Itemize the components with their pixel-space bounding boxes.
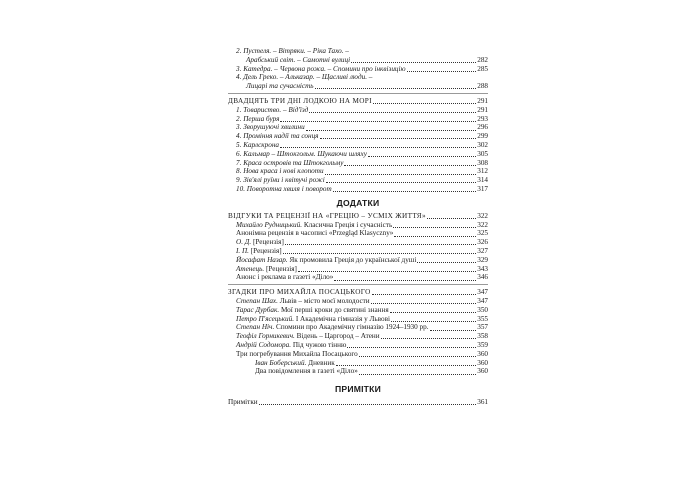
page-number: 322	[477, 220, 488, 229]
toc-entry-author: Степан Шах.	[236, 296, 278, 305]
page-number: 327	[477, 246, 488, 255]
dot-leader	[309, 112, 476, 113]
toc-entry-title: 6. Кальмар – Штокгольм. Шукаючи шляху	[236, 149, 367, 158]
dot-leader	[344, 165, 476, 166]
toc-entry-title	[236, 315, 390, 324]
toc-entry-title: Лицарі та сучасність	[246, 82, 314, 91]
dot-leader	[298, 271, 476, 272]
toc-entry	[228, 238, 488, 247]
toc-entry	[228, 350, 488, 359]
toc-entry	[228, 265, 488, 274]
dot-leader	[373, 103, 476, 104]
dot-leader	[334, 280, 476, 281]
toc-entry	[228, 247, 488, 256]
toc-entry-author: Петро П'ясецький.	[236, 314, 295, 323]
toc-entry	[228, 273, 488, 282]
toc-entry-title	[236, 238, 284, 247]
toc-entry-title: 9. Зів'ялі руїни і квітучі рожі	[236, 176, 325, 185]
dot-leader	[417, 262, 476, 263]
toc-entry	[228, 297, 488, 306]
toc-entry	[228, 176, 488, 185]
toc-entry	[228, 315, 488, 324]
toc-entry	[228, 150, 488, 159]
toc-entry-author: Степан Ніч.	[236, 323, 275, 332]
toc-entry-title: 5. Карлскрона	[236, 140, 279, 149]
heading-appendices: ДОДАТКИ	[336, 197, 380, 208]
toc-entry-title	[236, 221, 392, 230]
dot-leader	[381, 338, 477, 339]
divider	[228, 284, 488, 285]
dot-leader	[368, 156, 476, 157]
toc-entry	[228, 229, 488, 238]
toc-entry-title	[255, 367, 358, 376]
page-number: 282	[477, 55, 488, 64]
dot-leader	[336, 365, 477, 366]
page-number: 360	[477, 367, 488, 376]
page-number: 285	[477, 64, 488, 73]
toc-entry	[228, 256, 488, 265]
toc-entry	[228, 141, 488, 150]
dot-leader	[359, 356, 476, 357]
toc-entry	[228, 341, 488, 350]
toc-entry	[228, 212, 488, 221]
page-number: 288	[477, 82, 488, 91]
toc-entry-author: Іван Боберський.	[255, 358, 307, 367]
dot-leader	[325, 174, 477, 175]
toc-entry-title: ВІДГУКИ ТА РЕЦЕНЗІЇ НА «ГРЕЦІЮ – УСМІХ ЖИТТЯ»	[228, 211, 426, 220]
page-number: 355	[477, 314, 488, 323]
toc-entry-text: Під чужою тінню	[291, 340, 347, 349]
toc-entry	[228, 65, 488, 74]
toc-entry-author: О. Д.	[236, 238, 252, 247]
page-number: 343	[477, 264, 488, 273]
toc-entry	[228, 123, 488, 132]
toc-entry-text: Як промовила Греція до української душі	[287, 255, 417, 264]
dot-leader	[320, 138, 477, 139]
heading-notes: ПРИМІТКИ	[335, 384, 381, 395]
toc-entry-author: Теофіл Горникевич.	[236, 332, 295, 341]
toc-entry-title	[236, 350, 358, 359]
dot-leader	[306, 130, 477, 131]
toc-entry-text: Дневник	[306, 358, 335, 367]
toc-entry	[228, 367, 488, 376]
toc-entry-title	[236, 332, 380, 341]
toc-entry	[228, 323, 488, 332]
toc-section-memoirs	[228, 288, 488, 297]
toc-entry-text: Львів – місто моєї молодости	[277, 296, 370, 305]
toc-entry	[228, 115, 488, 124]
page-number: 329	[477, 255, 488, 264]
page-number: 312	[477, 167, 488, 176]
toc-entry-author: Йосафат Назар.	[236, 255, 288, 264]
page-number: 317	[477, 184, 488, 193]
toc-entry-title	[236, 229, 393, 238]
toc-entry-text: [Рецензія]	[251, 238, 284, 247]
page-number: 350	[477, 305, 488, 314]
toc-entry	[228, 288, 488, 297]
toc-entry	[228, 97, 488, 106]
page-number: 291	[477, 96, 488, 105]
toc-block-spain	[228, 47, 488, 91]
toc-entry	[228, 185, 488, 194]
page-number: 347	[477, 296, 488, 305]
toc-entry-author: Андрій Содомора.	[236, 340, 292, 349]
toc-page	[228, 47, 488, 407]
toc-entry-author: Михайло Рудницький.	[236, 220, 303, 229]
page-number: 347	[477, 288, 488, 297]
toc-entry	[228, 132, 488, 141]
page-number: 302	[477, 140, 488, 149]
toc-entry-title: 3. Катедра. – Червона рожа. – Спомини про інквізицію	[236, 64, 406, 73]
toc-entry-text: [Рецензія]	[264, 264, 297, 273]
toc-entry-line: 4. Дель Греко. – Альказар. – Щасливі люди. –	[236, 73, 373, 82]
page-number: 346	[477, 273, 488, 282]
dot-leader	[283, 253, 477, 254]
toc-entry-title: 10. Поворотна хвиля і поворот	[236, 184, 332, 193]
dot-leader	[407, 71, 477, 72]
toc-section-reviews	[228, 212, 488, 221]
toc-entry-text: Відень – Царгород – Атени	[294, 332, 380, 341]
toc-entry-title: Арабський світ. – Самотні вулиці	[246, 55, 351, 64]
toc-entry-title: 7. Краса островів та Штокгольму	[236, 158, 344, 167]
divider	[228, 93, 488, 94]
dot-leader	[280, 121, 476, 122]
toc-entry-text: Класична Греція і сучасність	[302, 220, 393, 229]
toc-entry-title	[236, 265, 297, 274]
page-number: 325	[477, 229, 488, 238]
toc-entry	[228, 159, 488, 168]
toc-entry-title	[236, 297, 370, 306]
toc-entry-title	[236, 273, 333, 282]
page-number: 305	[477, 149, 488, 158]
toc-entry-line: 2. Пустеля. – Вітряки. – Ріка Тахо. –	[236, 47, 349, 55]
dot-leader	[394, 236, 476, 237]
toc-entry-text: Два повідомлення в газеті «Діло»	[255, 367, 358, 376]
toc-entry-title: 2. Перша буря	[236, 114, 280, 123]
toc-entry-text: Три погребування Михайла Посацького	[236, 349, 358, 358]
toc-entry-title	[236, 256, 416, 265]
page-number: 322	[477, 211, 488, 220]
toc-entry-title	[255, 359, 335, 368]
page-number: 361	[477, 398, 488, 407]
toc-block-reviews	[228, 221, 488, 283]
toc-entry-title: Примітки	[228, 398, 258, 407]
toc-entry-title: ЗГАДКИ ПРО МИХАЙЛА ПОСАЦЬКОГО	[228, 288, 371, 297]
toc-entry-text: Анонімна рецензія в часописі «Przegląd Klasyczny»	[236, 229, 394, 238]
page-number: 360	[477, 349, 488, 358]
toc-entry-title	[236, 323, 429, 332]
page-number: 314	[477, 176, 488, 185]
dot-leader	[333, 191, 477, 192]
toc-entry	[228, 82, 488, 91]
toc-entry-title: ДВАДЦЯТЬ ТРИ ДНІ ЛОДКОЮ НА МОРІ	[228, 96, 372, 105]
toc-entry-text: Анонс і реклама в газеті «Діло»	[236, 273, 334, 282]
dot-leader	[326, 182, 477, 183]
dot-leader	[372, 294, 477, 295]
dot-leader	[315, 88, 477, 89]
page-number: 358	[477, 332, 488, 341]
toc-entry	[228, 221, 488, 230]
dot-leader	[391, 321, 476, 322]
dot-leader	[259, 404, 477, 405]
page-number: 326	[477, 238, 488, 247]
dot-leader	[285, 244, 476, 245]
page-number: 308	[477, 158, 488, 167]
toc-entry-title	[236, 341, 346, 350]
dot-leader	[347, 347, 476, 348]
dot-leader	[371, 303, 477, 304]
page-number: 299	[477, 132, 488, 141]
dot-leader	[359, 374, 476, 375]
toc-section-boat	[228, 97, 488, 106]
dot-leader	[390, 312, 477, 313]
dot-leader	[427, 218, 476, 219]
toc-entry	[228, 332, 488, 341]
page-number: 357	[477, 323, 488, 332]
toc-block-boat	[228, 106, 488, 194]
dot-leader	[430, 330, 477, 331]
toc-block-notes	[228, 398, 488, 407]
toc-block-memoirs	[228, 297, 488, 376]
dot-leader	[280, 147, 476, 148]
toc-entry-title	[236, 306, 389, 315]
toc-entry	[228, 306, 488, 315]
toc-entry	[228, 106, 488, 115]
dot-leader	[351, 62, 476, 63]
dot-leader	[393, 227, 476, 228]
toc-entry-text: [Рецензія]	[248, 246, 282, 255]
toc-entry-text: Мої перші кроки до святині знання	[279, 305, 389, 314]
toc-entry	[228, 398, 488, 407]
toc-entry-title: 1. Товариство. – Від'їзд	[236, 105, 309, 114]
toc-entry-text: Спомини про Академічну гімназію 1924–1930 рр.	[274, 323, 429, 332]
toc-entry-author: Тарас Дурбак.	[236, 305, 280, 314]
toc-entry-title: 8. Нова краса і нові клопоти	[236, 167, 324, 176]
page-number: 291	[477, 105, 488, 114]
toc-entry-text: І Академічна гімназія у Львові	[294, 314, 390, 323]
page-number: 360	[477, 358, 488, 367]
toc-entry-author: І. П.	[236, 246, 249, 255]
page-number: 293	[477, 114, 488, 123]
toc-entry-author: Атенець.	[236, 264, 265, 273]
toc-entry-title	[236, 247, 282, 256]
page-number: 296	[477, 123, 488, 132]
toc-entry-title: 3. Зворушуючі хвилини	[236, 123, 305, 132]
toc-entry	[228, 167, 488, 176]
page-number: 359	[477, 340, 488, 349]
toc-entry-title: 4. Проміння надії та сонця	[236, 132, 319, 141]
toc-entry	[228, 359, 488, 368]
toc-entry	[228, 56, 488, 65]
